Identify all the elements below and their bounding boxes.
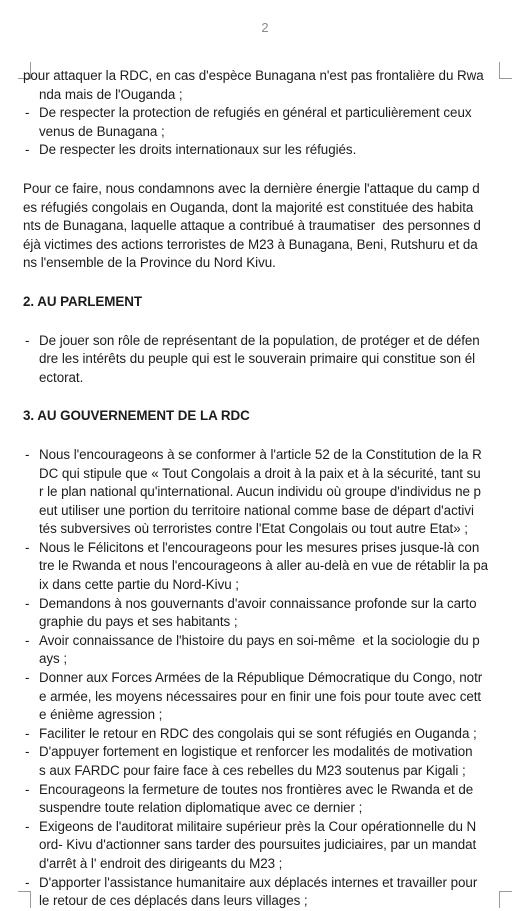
list-item	[23, 632, 499, 669]
bullet-dash: -	[25, 781, 30, 797]
text-line: ord- Kivu d'actionner sans tarder des poursuites judiciaires, par un mandat	[39, 837, 477, 853]
text-line: D'appuyer fortement en logistique et renforcer les modalités de motivation	[39, 744, 473, 760]
text-line: DC qui stipule que « Tout Congolais a droit à la paix et à la sécurité, tant su	[39, 465, 481, 481]
text-line: Donner aux Forces Armées de la République Démocratique du Congo, notr	[39, 670, 483, 686]
text-line: Demandons à nos gouvernants d'avoir connaissance profonde sur la carto	[39, 595, 477, 611]
text-line: pour attaquer la RDC, en cas d'espèce Bunagana n'est pas frontalière du Rwa	[23, 68, 484, 83]
list-item	[23, 781, 499, 818]
text-line: Nous le Félicitons et l'encourageons pour les mesures prises jusque-là con	[39, 539, 480, 555]
text-line: es réfugiés congolais en Ouganda, dont la majorité est constituée des habita	[23, 199, 474, 215]
text-line: e énième agression ;	[39, 707, 163, 723]
text-line: Exigeons de l'auditorat militaire supérieur près la Cour opérationnelle du N	[39, 818, 477, 834]
text-line: venus de Bunagana ;	[39, 123, 165, 139]
section-heading-gouvernement: 3. AU GOUVERNEMENT DE LA RDC	[23, 408, 250, 424]
list-item	[23, 725, 499, 744]
text-line: tre le Rwanda et nous l'encourageons à aller au-delà en vue de rétablir la pa	[39, 558, 489, 574]
text-line: D'apporter l'assistance humanitaire aux déplacés internes et travailler pour	[39, 874, 478, 890]
text-line: De jouer son rôle de représentant de la population, de protéger et de défen	[39, 332, 480, 348]
text-line: nda mais de l'Ouganda ;	[39, 86, 183, 102]
text-line: suspendre toute relation diplomatique avec ce dernier ;	[39, 800, 363, 816]
bullet-dash: -	[25, 595, 30, 611]
text-line: nts de Bunagana, laquelle attaque a contribué à traumatiser des personnes d	[23, 218, 481, 234]
bullet-dash: -	[25, 744, 30, 760]
crop-mark-bottom-right	[499, 891, 512, 908]
page-number: 2	[261, 20, 269, 35]
list-item	[23, 818, 499, 874]
text-line: e armée, les moyens nécessaires pour en finir une fois pour toute avec cett	[39, 688, 482, 704]
text-line: d'arrêt à l' endroit des dirigeants du M23 ;	[39, 855, 283, 871]
bullet-dash: -	[25, 142, 30, 158]
condemnation-paragraph	[23, 180, 499, 273]
bullet-dash: -	[25, 105, 30, 121]
section-heading-parlement: 2. AU PARLEMENT	[23, 293, 143, 309]
text-line: dre les intérêts du peuple qui est le souverain primaire qui constitue son él	[39, 351, 476, 367]
bullet-dash: -	[25, 332, 30, 348]
text-line: Pour ce faire, nous condamnons avec la dernière énergie l'attaque du camp d	[23, 180, 480, 196]
list-item	[23, 539, 499, 595]
list-item	[23, 743, 499, 780]
text-line: eut utiliser une portion du territoire national comme base de départ d'activi	[39, 502, 474, 518]
text-line: éjà victimes des actions terroristes de M23 à Bunagana, Beni, Rutshuru et da	[23, 236, 478, 252]
gouvernement-bullet-list	[23, 446, 499, 911]
text-line: ns l'ensemble de la Province du Nord Kivu.	[23, 255, 276, 271]
text-line: Nous l'encourageons à se conformer à l'article 52 de la Constitution de la R	[39, 446, 482, 462]
bullet-dash: -	[25, 539, 30, 555]
text-line: ectorat.	[39, 369, 84, 385]
text-line: Encourageons la fermeture de toutes nos frontières avec le Rwanda et de	[39, 781, 474, 797]
bullet-dash: -	[25, 725, 30, 741]
text-line: Faciliter le retour en RDC des congolais qui se sont réfugiés en Ouganda ;	[39, 725, 477, 741]
text-line: De respecter la protection de refugiés en général et particulièrement ceux	[39, 105, 472, 121]
text-line: graphie du pays et ses habitants ;	[39, 614, 238, 630]
text-line: Avoir connaissance de l'histoire du pays en soi-même et la sociologie du p	[39, 632, 480, 648]
text-line: s aux FARDC pour faire face à ces rebelles du M23 soutenus par Kigali ;	[39, 763, 466, 778]
list-item	[23, 669, 499, 725]
text-line: De respecter les droits internationaux sur les réfugiés.	[39, 142, 357, 158]
list-item	[23, 141, 499, 160]
bullet-dash: -	[25, 818, 30, 834]
list-item	[23, 332, 499, 388]
intro-continuation	[23, 67, 499, 104]
bullet-dash: -	[25, 446, 30, 462]
list-item	[23, 595, 499, 632]
list-item	[23, 874, 499, 911]
bullet-dash: -	[25, 874, 30, 890]
text-line: le retour de ces déplacés dans leurs villages ;	[39, 893, 308, 909]
text-line: ays ;	[39, 651, 68, 667]
crop-mark-top-right	[499, 62, 512, 79]
document-body	[23, 67, 499, 911]
list-item	[23, 446, 499, 539]
bullet-dash: -	[25, 670, 30, 686]
parlement-bullet-list	[23, 332, 499, 388]
list-item	[23, 104, 499, 141]
text-line: tés subversives où terroristes contre l'Etat Congolais ou tout autre Etat» ;	[39, 521, 468, 537]
text-line: r le plan national qu'international. Aucun individu où groupe d'individus ne p	[39, 484, 481, 500]
intro-bullet-list	[23, 104, 499, 160]
text-line: ix dans cette partie du Nord-Kivu ;	[39, 577, 239, 593]
bullet-dash: -	[25, 632, 30, 648]
